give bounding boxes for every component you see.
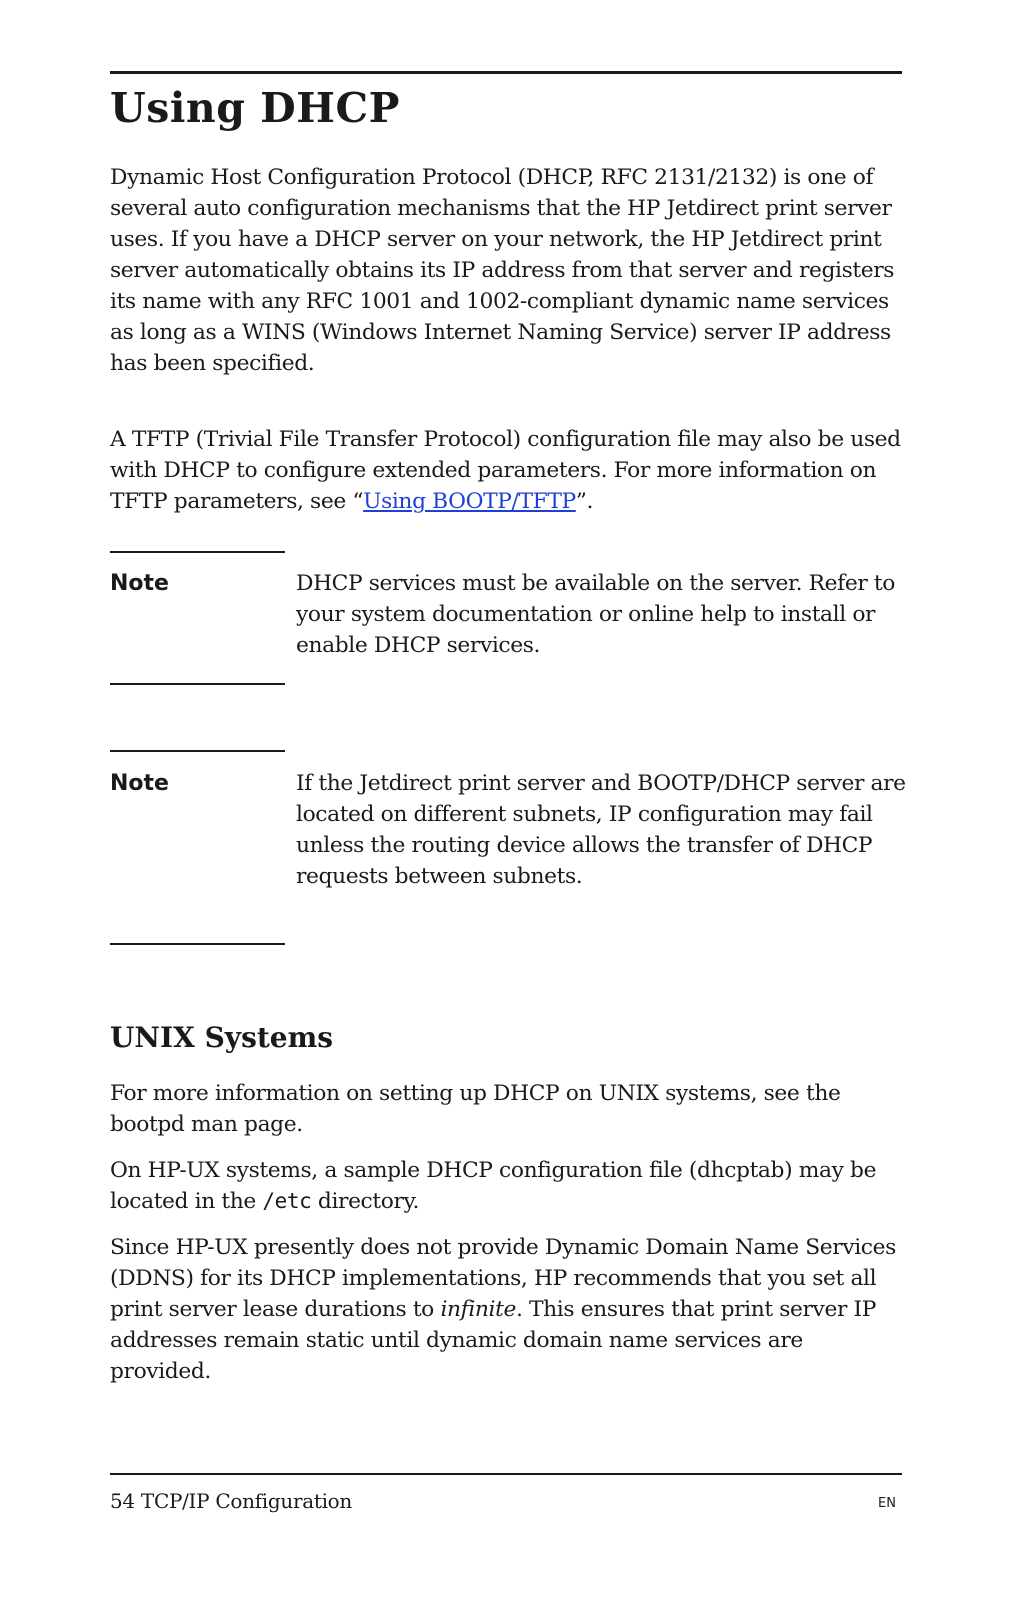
unix-paragraph-2 (110, 1155, 910, 1217)
unix-p3-before-emphasis: Since HP-UX presently does not provide Dynamic Domain Name Services (DDNS) for its DHCP implementations, HP recommends that you set all print server lease durations to (110, 1235, 896, 1322)
unix-paragraph-1: For more information on setting up DHCP on UNIX systems, see the bootpd man page. (110, 1081, 841, 1137)
note-2-label: Note (110, 771, 169, 796)
tftp-text-after-link: ”. (575, 489, 594, 514)
unix-paragraph-3 (110, 1232, 910, 1387)
note-1-top-rule (110, 551, 285, 553)
unix-p2-after-code: directory. (311, 1189, 420, 1214)
infinite-emphasis: infinite (440, 1297, 516, 1322)
note-2-bottom-rule (110, 943, 285, 945)
note-2-top-rule (110, 750, 285, 752)
note-2-text: If the Jetdirect print server and BOOTP/DHCP server are located on different subnets, IP configuration may fail unless the routing device allows the transfer of DHCP requests between subnets. (296, 771, 906, 889)
etc-path-code: /etc (262, 1189, 312, 1213)
footer-page-label: 54 TCP/IP Configuration (110, 1489, 353, 1513)
unix-p2-before-code: On HP-UX systems, a sample DHCP configuration file (dhcptab) may be located in the (110, 1158, 877, 1214)
using-bootp-tftp-link[interactable]: Using BOOTP/TFTP (363, 489, 576, 514)
note-1-text: DHCP services must be available on the server. Refer to your system documentation or online help to install or enable DHCP services. (296, 571, 895, 658)
top-rule (110, 71, 902, 74)
footer-language-code: EN (878, 1496, 896, 1511)
unix-p3-after-emphasis: . This ensures that print server IP addresses remain static until dynamic domain name services are provided. (110, 1297, 876, 1384)
intro-paragraph: Dynamic Host Configuration Protocol (DHCP, RFC 2131/2132) is one of several auto configuration mechanisms that the HP Jetdirect print server uses. If you have a DHCP server on your network, the HP Jetdirect print server automatically obtains its IP address from that server and registers its name with any RFC 1001 and 1002-compliant dynamic name services as long as a WINS (Windows Internet Naming Service) server IP address has been specified. (110, 165, 895, 376)
unix-systems-heading: UNIX Systems (110, 1021, 333, 1054)
note-1-label: Note (110, 571, 169, 596)
footer-rule (110, 1473, 902, 1475)
tftp-text-before-link: A TFTP (Trivial File Transfer Protocol) configuration file may also be used with DHCP to configure extended parameters. For more information on TFTP parameters, see “ (110, 427, 901, 514)
note-1-bottom-rule (110, 683, 285, 685)
tftp-paragraph (110, 424, 910, 517)
page-title: Using DHCP (110, 84, 400, 132)
